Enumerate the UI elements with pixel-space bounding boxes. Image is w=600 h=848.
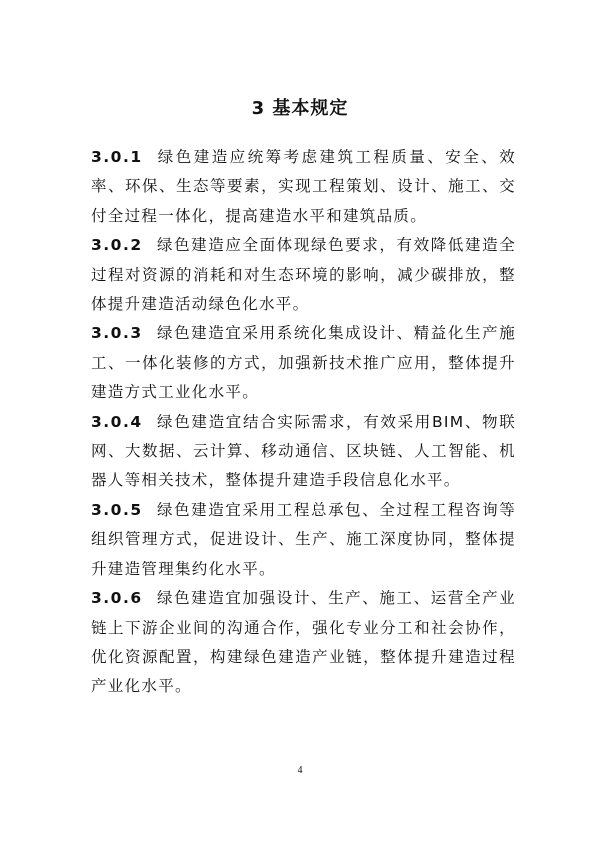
clause-number: 3.0.6 bbox=[91, 589, 143, 608]
page-title: 3 基本规定 bbox=[251, 98, 349, 119]
clause-item bbox=[91, 408, 516, 496]
clause-text: 绿色建造宜加强设计、生产、施工、运营全产业链上下游企业间的沟通合作，强化专业分工和社会协作，优化资源配置，构建绿色建造产业链，整体提升建造过程产业化水平。 bbox=[91, 589, 516, 696]
clause-text: 绿色建造应统筹考虑建筑工程质量、安全、效率、环保、生态等要素，实现工程策划、设计、施工、交付全过程一体化，提高建造水平和建筑品质。 bbox=[91, 148, 516, 225]
clause-item bbox=[91, 231, 516, 319]
clause-list bbox=[91, 143, 516, 702]
clause-item bbox=[91, 143, 516, 231]
clause-number: 3.0.1 bbox=[91, 148, 143, 166]
clause-number: 3.0.3 bbox=[91, 324, 143, 343]
clause-number: 3.0.5 bbox=[91, 500, 143, 519]
clause-text: 绿色建造宜采用工程总承包、全过程工程咨询等组织管理方式，促进设计、生产、施工深度协同，整体提升建造管理集约化水平。 bbox=[91, 500, 516, 578]
clause-text: 绿色建造宜结合实际需求，有效采用BIM、物联网、大数据、云计算、移动通信、区块链、人工智能、机器人等相关技术，整体提升建造手段信息化水平。 bbox=[91, 412, 516, 490]
clause-item bbox=[91, 496, 516, 584]
clause-number: 3.0.4 bbox=[91, 412, 143, 431]
clause-number: 3.0.2 bbox=[91, 236, 143, 255]
clause-text: 绿色建造宜采用系统化集成设计、精益化生产施工、一体化装修的方式，加强新技术推广应用，整体提升建造方式工业化水平。 bbox=[91, 324, 516, 402]
clause-item bbox=[91, 584, 516, 702]
clause-item bbox=[91, 319, 516, 407]
clause-text: 绿色建造应全面体现绿色要求，有效降低建造全过程对资源的消耗和对生态环境的影响，减少碳排放，整体提升建造活动绿色化水平。 bbox=[91, 236, 516, 314]
page-number: 4 bbox=[297, 765, 303, 776]
